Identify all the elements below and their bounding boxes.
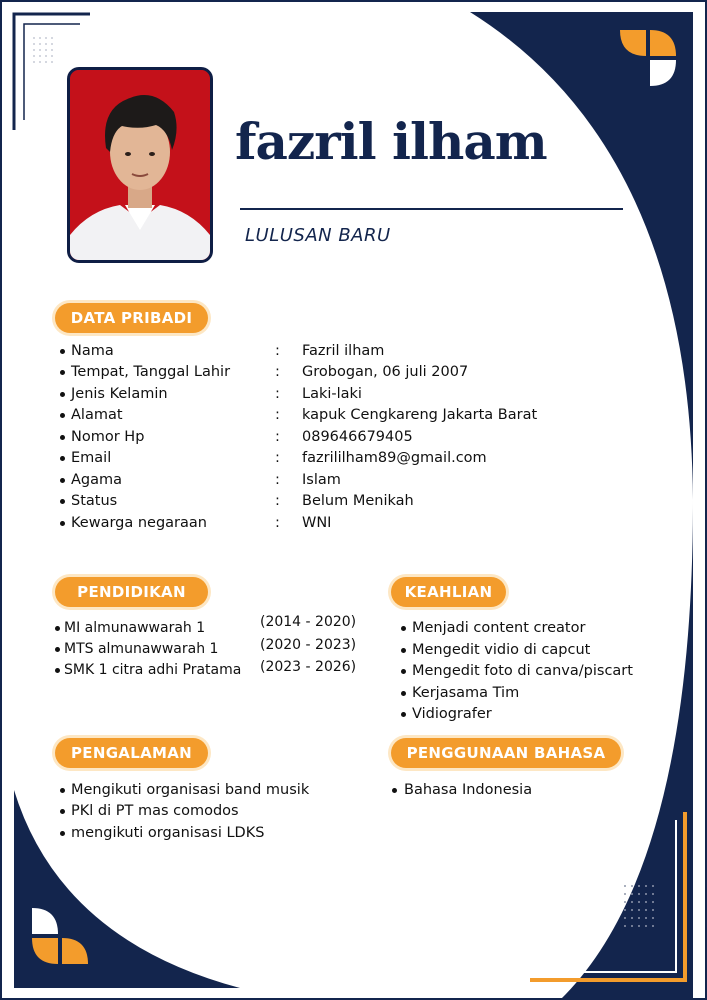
field-value: Grobogan, 06 juli 2007	[302, 364, 469, 380]
school-name: SMK 1 citra adhi Pratama	[64, 662, 242, 678]
field-label: Email	[71, 450, 112, 466]
field-value: fazrililham89@gmail.com	[302, 450, 487, 466]
field-label: Jenis Kelamin	[71, 386, 168, 402]
school-name: MTS almunawwarah 1	[64, 641, 219, 657]
name-divider	[240, 208, 623, 210]
bullet-icon	[60, 456, 65, 461]
skill-text: Kerjasama Tim	[412, 685, 520, 701]
field-value: Fazril ilham	[302, 343, 385, 359]
field-value: 089646679405	[302, 429, 413, 445]
field-label: Nama	[71, 343, 114, 359]
school-name: MI almunawwarah 1	[64, 620, 206, 636]
field-value: WNI	[302, 515, 332, 531]
field-value: kapuk Cengkareng Jakarta Barat	[302, 407, 538, 423]
field-value: Laki-laki	[302, 386, 362, 402]
bullet-icon	[60, 392, 65, 397]
pengalaman-heading: PENGALAMAN	[55, 738, 208, 768]
field-separator: :	[275, 515, 280, 531]
full-name: fazril ilham	[235, 112, 547, 171]
school-years: (2023 - 2026)	[260, 659, 357, 675]
bullet-icon	[60, 349, 65, 354]
bullet-icon	[401, 626, 406, 631]
field-label: Agama	[71, 472, 123, 488]
bullet-icon	[60, 413, 65, 418]
bullet-icon	[401, 669, 406, 674]
skill-text: Vidiografer	[412, 706, 492, 722]
bullet-icon	[55, 668, 60, 673]
bullet-icon	[55, 626, 60, 631]
bullet-icon	[60, 521, 65, 526]
field-label: Nomor Hp	[71, 429, 145, 445]
experience-text: PKl di PT mas comodos	[71, 803, 239, 819]
bullet-icon	[392, 788, 397, 793]
field-separator: :	[275, 493, 280, 509]
bahasa-heading: PENGGUNAAN BAHASA	[391, 738, 621, 768]
field-separator: :	[275, 472, 280, 488]
field-value: Islam	[302, 472, 341, 488]
dot-grid-top	[33, 37, 53, 63]
bullet-icon	[60, 499, 65, 504]
bullet-icon	[60, 788, 65, 793]
field-label: Kewarga negaraan	[71, 515, 207, 531]
bullet-icon	[401, 691, 406, 696]
field-separator: :	[275, 386, 280, 402]
bullet-icon	[401, 648, 406, 653]
field-separator: :	[275, 343, 280, 359]
job-subtitle: LULUSAN BARU	[245, 225, 391, 246]
field-label: Tempat, Tanggal Lahir	[71, 364, 231, 380]
school-years: (2020 - 2023)	[260, 637, 357, 653]
profile-photo	[67, 67, 213, 263]
person-portrait-icon	[70, 70, 210, 260]
bullet-icon	[60, 370, 65, 375]
field-label: Status	[71, 493, 118, 509]
bullet-icon	[60, 435, 65, 440]
experience-text: Mengikuti organisasi band musik	[71, 782, 310, 798]
experience-text: mengikuti organisasi LDKS	[71, 825, 265, 841]
field-value: Belum Menikah	[302, 493, 414, 509]
field-separator: :	[275, 364, 280, 380]
school-years: (2014 - 2020)	[260, 614, 357, 630]
field-separator: :	[275, 429, 280, 445]
field-separator: :	[275, 450, 280, 466]
skill-text: Mengedit foto di canva/piscart	[412, 663, 633, 679]
language-text: Bahasa Indonesia	[404, 782, 533, 798]
keahlian-heading: KEAHLIAN	[391, 577, 506, 607]
field-separator: :	[275, 407, 280, 423]
bullet-icon	[55, 647, 60, 652]
skill-text: Mengedit vidio di capcut	[412, 642, 591, 658]
pendidikan-heading: PENDIDIKAN	[55, 577, 208, 607]
bullet-icon	[401, 712, 406, 717]
skill-text: Menjadi content creator	[412, 620, 586, 636]
data-pribadi-heading: DATA PRIBADI	[55, 303, 208, 333]
bullet-icon	[60, 831, 65, 836]
bullet-icon	[60, 478, 65, 483]
field-label: Alamat	[71, 407, 123, 423]
bullet-icon	[60, 809, 65, 814]
